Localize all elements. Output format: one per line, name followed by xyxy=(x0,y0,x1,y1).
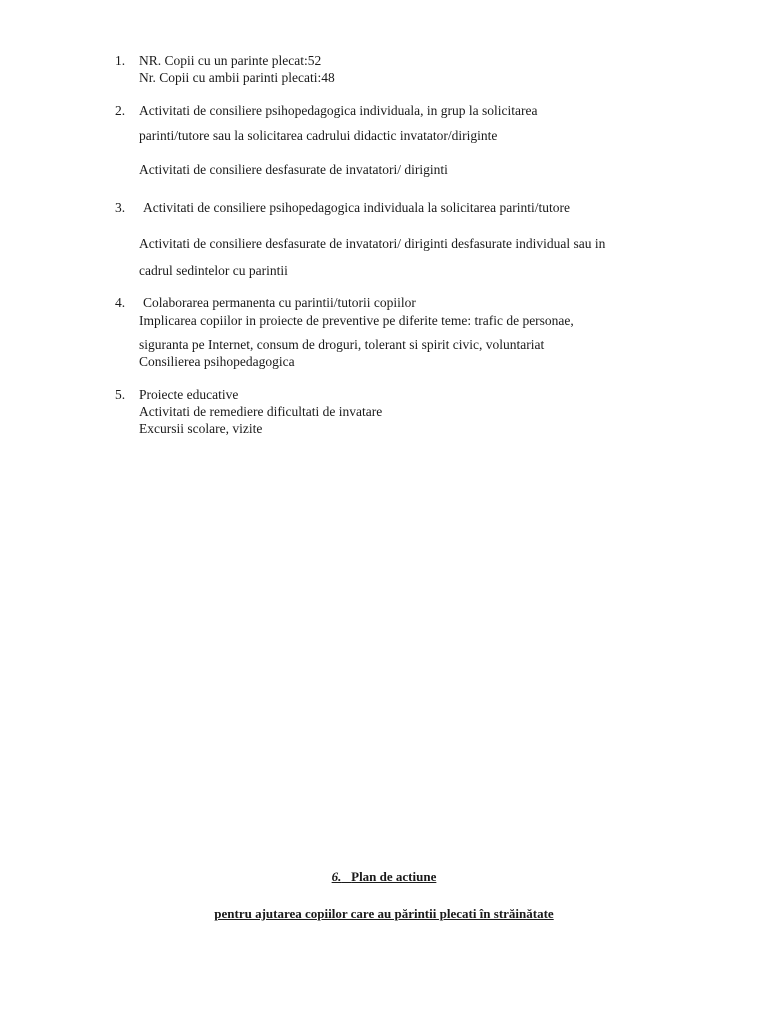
item-5-line-2: Activitati de remediere dificultati de invatare xyxy=(139,404,383,419)
item-3-line-3: cadrul sedintelor cu parintii xyxy=(139,263,288,278)
item-1-line-1: NR. Copii cu un parinte plecat:52 xyxy=(139,53,322,68)
item-4-number: 4. xyxy=(115,295,126,310)
item-4-line-3: siguranta pe Internet, consum de droguri, tolerant si spirit civic, voluntariat xyxy=(139,337,545,352)
item-2-number: 2. xyxy=(115,103,126,118)
item-3-line-2: Activitati de consiliere desfasurate de invatatori/ diriginti desfasurate individual sau in xyxy=(139,236,606,251)
section-6-title: Plan de actiune xyxy=(351,869,437,884)
section-6-heading xyxy=(0,869,768,885)
item-4-line-2: Implicarea copiilor in proiecte de preventive pe diferite teme: trafic de personae, xyxy=(139,313,574,328)
item-1-line-2: Nr. Copii cu ambii parinti plecati:48 xyxy=(139,70,335,85)
item-5-line-1: Proiecte educative xyxy=(139,387,239,402)
item-4-line-1: Colaborarea permanenta cu parintii/tutorii copiilor xyxy=(143,295,416,310)
item-2-line-2: parinti/tutore sau la solicitarea cadrului didactic invatator/diriginte xyxy=(139,128,498,143)
item-5-line-3: Excursii scolare, vizite xyxy=(139,421,263,436)
item-5-number: 5. xyxy=(115,387,126,402)
item-2-line-3: Activitati de consiliere desfasurate de invatatori/ diriginti xyxy=(139,162,448,177)
item-3-number: 3. xyxy=(115,200,126,215)
item-1-number: 1. xyxy=(115,53,126,68)
section-6-number: 6. xyxy=(331,869,342,884)
item-4-line-4: Consilierea psihopedagogica xyxy=(139,354,295,369)
item-3-line-1: Activitati de consiliere psihopedagogica individuala la solicitarea parinti/tutore xyxy=(143,200,570,215)
section-6-subtitle: pentru ajutarea copiilor care au părintii plecati în străinătate xyxy=(214,906,554,921)
item-2-line-1: Activitati de consiliere psihopedagogica individuala, in grup la solicitarea xyxy=(139,103,538,118)
